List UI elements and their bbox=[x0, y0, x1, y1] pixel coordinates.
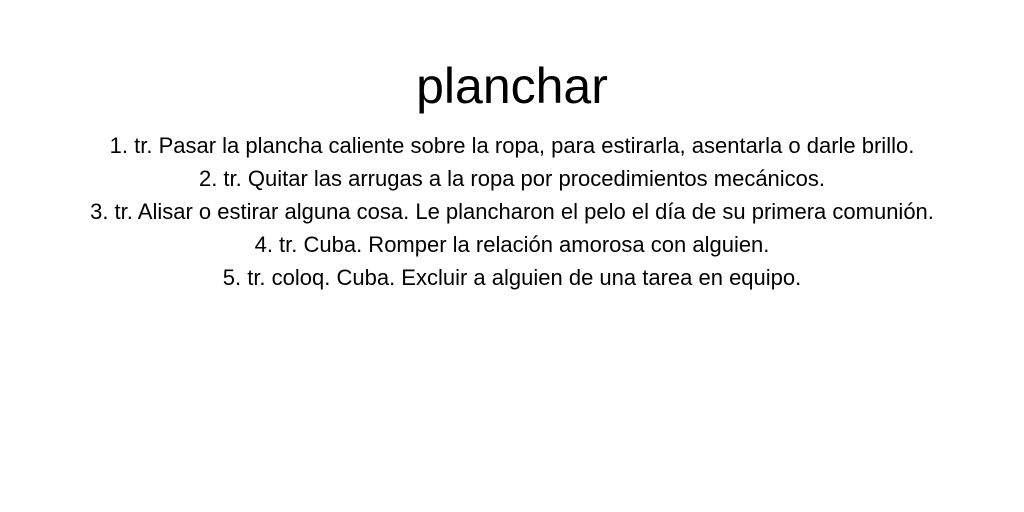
definition-1: 1. tr. Pasar la plancha caliente sobre la ropa, para estirarla, asentarla o darle brillo. bbox=[109, 133, 915, 158]
definition-5: 5. tr. coloq. Cuba. Excluir a alguien de una tarea en equipo. bbox=[222, 265, 802, 290]
definition-list bbox=[82, 127, 942, 297]
headword: planchar bbox=[416, 58, 608, 114]
definition-3: 3. tr. Alisar o estirar alguna cosa. Le plancharon el pelo el día de su primera comunión. bbox=[90, 199, 934, 224]
definition-4: 4. tr. Cuba. Romper la relación amorosa con alguien. bbox=[254, 232, 770, 257]
definition-2: 2. tr. Quitar las arrugas a la ropa por procedimientos mecánicos. bbox=[198, 166, 826, 191]
